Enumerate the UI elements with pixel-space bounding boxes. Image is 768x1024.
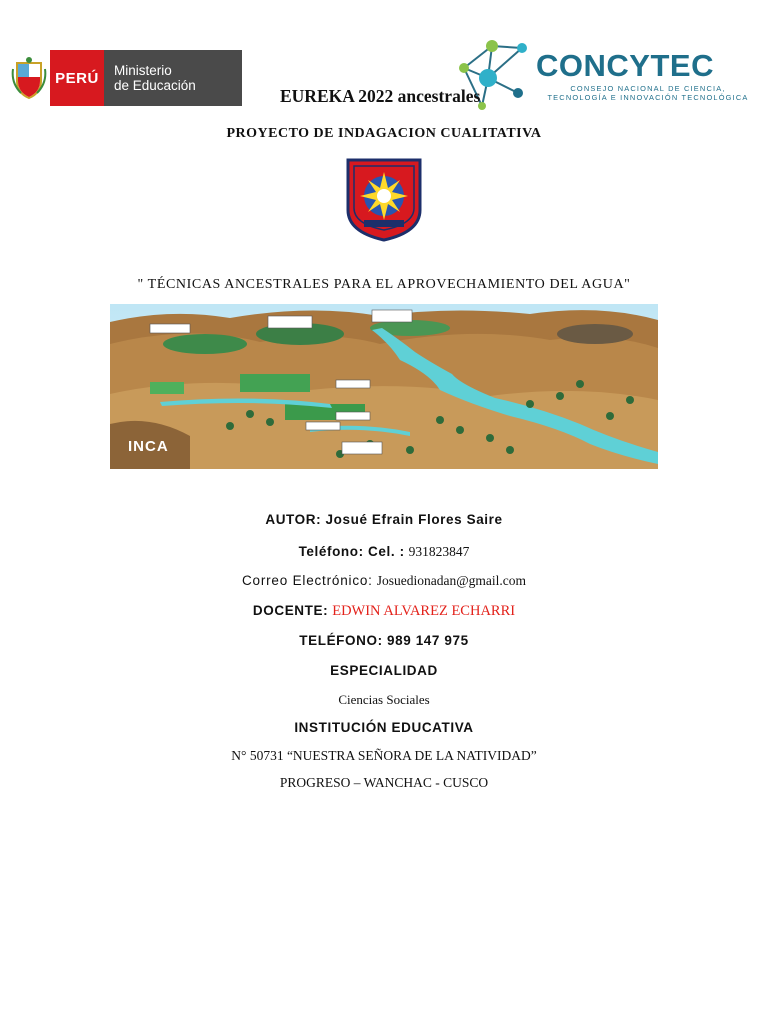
minedu-logo	[8, 50, 242, 106]
concytec-tagline	[540, 84, 756, 102]
teacher-line	[0, 602, 768, 620]
concytec-wordmark: CONCYTEC	[536, 48, 714, 83]
event-title: EUREKA 2022 ancestrales	[280, 86, 481, 106]
illustration-watermark: INCA	[128, 438, 169, 455]
teacher-label: DOCENTE:	[252, 603, 329, 618]
concytec-tagline-line1: CONSEJO NACIONAL DE CIENCIA,	[570, 84, 726, 93]
phone-line	[0, 543, 768, 561]
specialty-label: ESPECIALIDAD	[330, 663, 438, 678]
email-line	[0, 572, 768, 590]
location-line: PROGRESO – WANCHAC - CUSCO	[279, 775, 489, 790]
minedu-country: PERÚ	[50, 50, 104, 106]
peru-coat-of-arms-icon	[8, 50, 50, 106]
author-line: AUTOR: Josué Efrain Flores Saire	[265, 512, 503, 527]
project-title: " TÉCNICAS ANCESTRALES PARA EL APROVECHAMIENTO DEL AGUA"	[137, 277, 631, 292]
email-value: Josuedionadan@gmail.com	[376, 573, 527, 588]
institution-label: INSTITUCIÓN EDUCATIVA	[294, 720, 474, 735]
phone-value: 931823847	[408, 544, 470, 559]
email-label: Correo Electrónico:	[241, 573, 373, 588]
project-type: PROYECTO DE INDAGACION CUALITATIVA	[226, 126, 542, 141]
school-shield-icon	[344, 158, 424, 242]
phone-label: Teléfono: Cel. :	[298, 544, 405, 559]
teacher-name: EDWIN ALVAREZ ECHARRI	[332, 603, 516, 619]
minedu-name-line2: de Educación	[114, 78, 196, 93]
teacher-phone-line: TELÉFONO: 989 147 975	[299, 633, 469, 648]
specialty-value: Ciencias Sociales	[338, 692, 430, 707]
minedu-name	[104, 50, 242, 106]
minedu-name-line1: Ministerio	[114, 63, 172, 78]
institution-value: N° 50731 “NUESTRA SEÑORA DE LA NATIVIDAD”	[231, 748, 537, 763]
concytec-logo	[452, 38, 762, 110]
ancestral-water-illustration	[110, 304, 658, 469]
concytec-tagline-line2: TECNOLOGÍA E INNOVACIÓN TECNOLÓGICA	[547, 93, 749, 102]
